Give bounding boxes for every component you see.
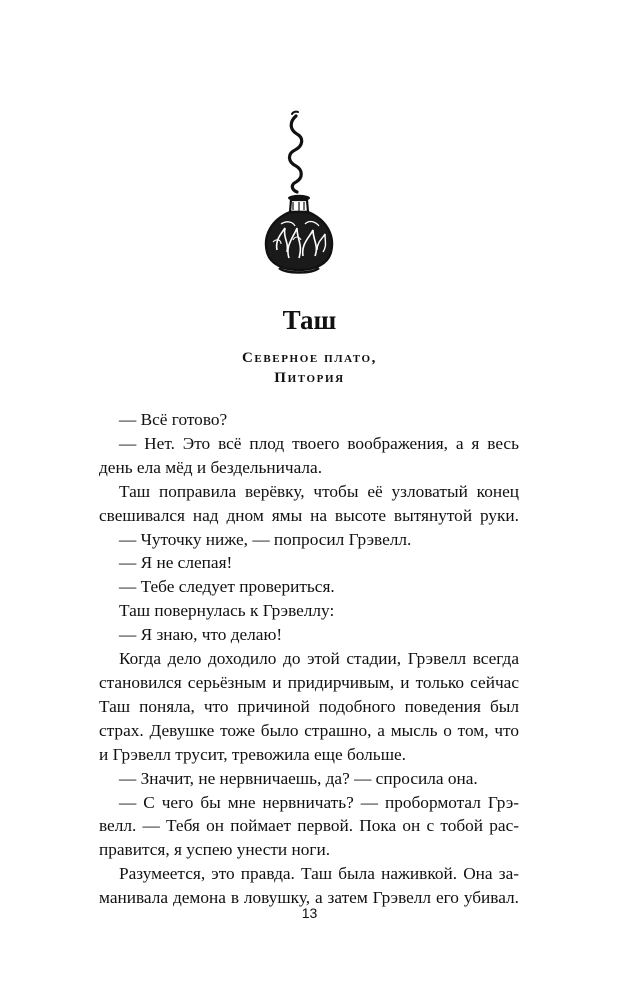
paragraph [99, 408, 519, 432]
text-line: день ела мёд и бездельничала. [99, 457, 323, 477]
text-line: — Тебе следует провериться. [119, 577, 335, 597]
text-line: — Чуточку ниже, — попросил Грэвелл. [119, 529, 412, 549]
chapter-title: Таш [282, 305, 337, 335]
text-line: Таш поправила верёвку, чтобы её узловатый конец [119, 481, 519, 501]
paragraph [99, 599, 519, 623]
text-line: — Значит, не нервничаешь, да? — спросила она. [119, 768, 478, 788]
text-line: Таш поняла, что причиной подобного поведения был [99, 696, 519, 716]
text-line: Таш повернулась к Грэвеллу: [119, 601, 335, 621]
potion-bottle-icon [259, 108, 339, 276]
text-line: — С чего бы мне нервничать? — пробормотал Грэ- [119, 792, 519, 812]
paragraph [99, 432, 519, 480]
paragraph [99, 551, 519, 575]
location-line-2: Питория [274, 370, 345, 386]
text-line: страх. Девушке тоже было страшно, а мысль о том, что [99, 720, 519, 740]
paragraph [99, 647, 519, 767]
paragraph [99, 791, 519, 863]
text-line: свешивался над дном ямы на высоте вытянутой руки. [99, 505, 519, 525]
paragraph [99, 480, 519, 528]
text-line: — Я знаю, что делаю! [119, 625, 283, 645]
text-line: Разумеется, это правда. Таш была наживкой. Она за- [119, 864, 519, 884]
text-line: правится, я успею унести ноги. [99, 840, 331, 860]
text-line: Когда дело доходило до этой стадии, Грэвелл всегда [119, 649, 519, 669]
text-line: манивала демона в ловушку, а затем Грэвелл его убивал. [99, 888, 519, 908]
text-line: — Нет. Это всё плод твоего воображения, а я весь [119, 433, 519, 453]
paragraph [99, 528, 519, 552]
chapter-location [0, 348, 619, 388]
paragraph [99, 767, 519, 791]
text-line: велл. — Тебя он поймает первой. Пока он с тобой рас- [99, 816, 519, 836]
text-line: и Грэвелл трусит, тревожила еще больше. [99, 744, 406, 764]
paragraph [99, 623, 519, 647]
paragraph [99, 862, 519, 910]
location-line-1: Северное плато, [242, 350, 377, 366]
body-text [99, 408, 519, 910]
text-line: становился серьёзным и придирчивым, и только сейчас [99, 672, 519, 692]
text-line: — Я не слепая! [119, 553, 233, 573]
paragraph [99, 575, 519, 599]
page-number: 13 [301, 905, 318, 921]
text-line: — Всё готово? [119, 410, 228, 429]
